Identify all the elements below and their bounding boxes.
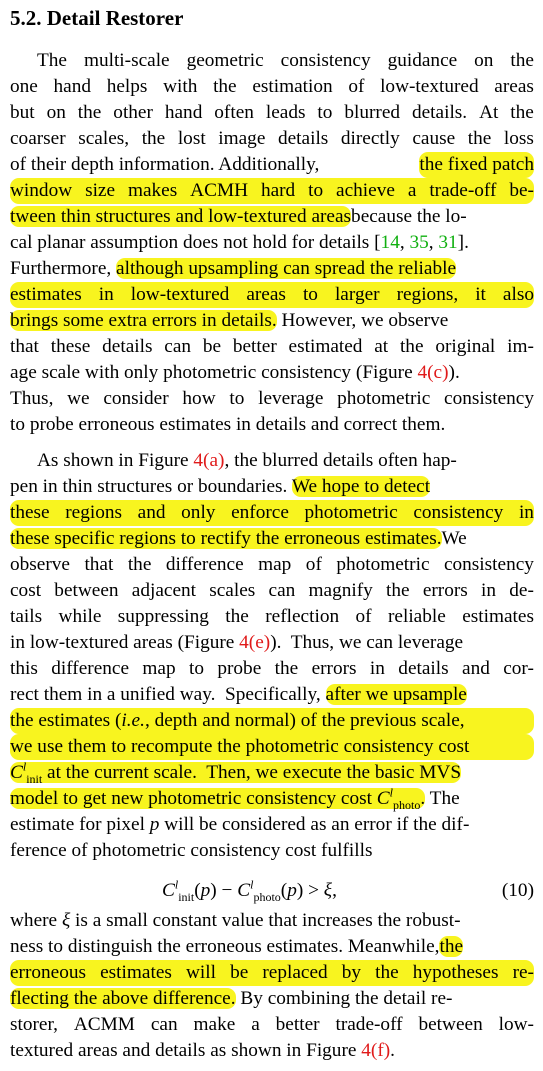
text-segment: ). Thus, we can leverage — [270, 632, 464, 653]
word: we — [67, 388, 90, 409]
word: im- — [507, 336, 534, 357]
word: can — [150, 1014, 178, 1035]
word: details — [277, 128, 329, 149]
word: hard — [260, 180, 296, 201]
word: reliable — [387, 606, 446, 627]
math-subscript: init — [26, 771, 43, 786]
word: will — [185, 962, 216, 983]
text-segment: pen in thin structures or boundaries. — [10, 476, 288, 497]
word: directly — [340, 128, 400, 149]
word: the — [510, 50, 534, 71]
math-symbol: ξ — [323, 880, 333, 901]
word: make — [193, 1014, 236, 1035]
text-segment: ]. — [457, 232, 469, 253]
word: to — [229, 388, 245, 409]
word: in — [518, 502, 534, 523]
word: of — [355, 606, 372, 627]
word: on — [474, 50, 494, 71]
text-line — [10, 308, 534, 334]
highlight: tween thin structures and low-textured areas — [10, 206, 352, 227]
word: hand — [53, 76, 92, 97]
math-symbol: ξ — [61, 910, 71, 931]
word: re- — [512, 962, 534, 983]
word: image — [218, 128, 266, 149]
word: how — [182, 388, 216, 409]
math-ie: i.e. — [121, 710, 145, 731]
word: the — [213, 76, 237, 97]
math-superscript: l — [250, 877, 254, 892]
text-line: model to get new photometric consistency cost $C^l_{photo}$. The — [10, 785, 460, 812]
word: between — [54, 580, 119, 601]
word: difference — [51, 658, 130, 679]
word: better — [275, 1014, 320, 1035]
word: other — [113, 102, 153, 123]
word: and — [137, 502, 166, 523]
word: trade-off — [335, 1014, 403, 1035]
word: the — [510, 102, 534, 123]
word: makes — [127, 180, 178, 201]
word: replaced — [262, 962, 328, 983]
word: guidance — [387, 50, 458, 71]
word: de- — [509, 580, 534, 601]
word: trade-off — [429, 180, 497, 201]
highlight: flecting the above difference. — [10, 988, 236, 1009]
math-subscript: init — [178, 889, 195, 904]
word: by — [341, 962, 362, 983]
highlight: the — [439, 936, 464, 957]
text-segment: , the blurred details often hap- — [224, 450, 457, 471]
word: can — [164, 336, 192, 357]
word: regions, — [396, 284, 459, 305]
text-segment: age scale with only photometric consistency (Figure — [10, 362, 418, 383]
text-line: ference of photometric consistency cost fulfills — [10, 840, 373, 861]
highlight-line — [10, 500, 534, 526]
text-line — [10, 256, 534, 282]
word: while — [58, 606, 102, 627]
text-segment: By combining the detail re- — [240, 988, 453, 1009]
word: these — [10, 502, 50, 523]
math-symbol: C — [162, 880, 175, 901]
word: cause — [412, 128, 456, 149]
word: the — [77, 102, 102, 123]
figure-link[interactable]: 4(f) — [361, 1040, 391, 1061]
text-line — [10, 126, 534, 152]
math-symbol: p — [200, 880, 211, 901]
text-segment: ness to distinguish the erroneous estimates. Meanwhile, — [10, 936, 440, 957]
text-line — [10, 474, 534, 500]
word: can — [268, 580, 296, 601]
word: The — [37, 50, 67, 71]
word: scales — [209, 580, 256, 601]
word: multi-scale — [83, 50, 170, 71]
word: at — [374, 336, 389, 357]
word: and — [462, 658, 490, 679]
text-line — [10, 100, 534, 126]
text-line — [10, 630, 534, 656]
word: errors — [422, 580, 468, 601]
word: original — [435, 336, 496, 357]
text-segment: We — [441, 528, 467, 549]
highlight-line — [10, 960, 534, 986]
word: of — [305, 554, 322, 575]
text-line — [10, 604, 534, 630]
text-segment: , — [428, 232, 439, 253]
figure-link[interactable]: 4(e) — [239, 632, 271, 653]
text-line — [10, 812, 534, 838]
highlight-line — [10, 282, 534, 308]
word: adjacent — [131, 580, 197, 601]
text-line — [10, 448, 534, 474]
word: map — [142, 658, 176, 679]
text-segment: the estimates ( — [10, 710, 122, 731]
word: estimates — [462, 606, 534, 627]
math-superscript: l — [174, 877, 179, 892]
section-title: Detail Restorer — [46, 6, 184, 30]
highlight: the fixed patch — [419, 152, 534, 178]
highlight: after we upsample — [325, 684, 467, 705]
word: low- — [498, 1014, 534, 1035]
word: it — [475, 284, 486, 305]
word: to — [308, 180, 324, 201]
word: cost — [10, 580, 42, 601]
text-line — [10, 1038, 534, 1064]
highlight-line — [10, 708, 534, 734]
text-line — [10, 360, 534, 386]
text-segment: The — [429, 788, 460, 809]
word: observe — [10, 554, 70, 575]
text-line — [10, 526, 534, 552]
highlight-line — [10, 178, 534, 204]
word: consistency — [444, 388, 534, 409]
word: map — [258, 554, 292, 575]
word: often — [214, 102, 254, 123]
word: low-textured — [380, 76, 479, 97]
word: the — [141, 128, 166, 149]
word: consider — [103, 388, 169, 409]
word: estimation — [252, 76, 333, 97]
word: reflection — [265, 606, 340, 627]
word: estimates — [10, 284, 82, 305]
text-segment: , depth and normal) of the previous scale, — [144, 710, 465, 731]
text-segment: of their depth information. Additionally, — [10, 154, 325, 175]
word: low-textured — [130, 284, 230, 305]
text-line — [10, 578, 534, 604]
word: regions — [65, 502, 123, 523]
highlight: these specific regions to rectify the erroneous estimates. — [10, 528, 442, 549]
word: areas — [494, 76, 534, 97]
word: also — [502, 284, 534, 305]
word: the — [375, 962, 399, 983]
word: on — [46, 102, 66, 123]
word: achieve — [336, 180, 395, 201]
word: photometric — [337, 388, 431, 409]
word: but — [10, 102, 35, 123]
word: magnify — [308, 580, 373, 601]
text-segment: estimate for pixel — [10, 814, 150, 835]
word: the — [399, 336, 424, 357]
section-heading — [10, 4, 183, 32]
word: consistency — [443, 554, 534, 575]
word: the — [274, 658, 299, 679]
word: to — [317, 102, 333, 123]
word: enforce — [231, 502, 289, 523]
word: tails — [10, 606, 43, 627]
math-symbol: p — [287, 880, 297, 901]
word: size — [85, 180, 116, 201]
math-symbol: C — [376, 788, 390, 809]
word: that — [10, 336, 39, 357]
text-line: to probe erroneous estimates in details and correct them. — [10, 414, 446, 435]
text-line — [10, 74, 534, 100]
word: consistency — [413, 502, 504, 523]
word: difference — [165, 554, 244, 575]
text-line — [10, 908, 534, 934]
equation-body: $C^l_{init}(p) - C^l_{photo}(p) > \xi$, — [162, 877, 337, 904]
word: Thus, — [10, 388, 54, 409]
word: details — [398, 658, 449, 679]
text-segment: in low-textured areas (Figure — [10, 632, 240, 653]
word: hand — [164, 102, 203, 123]
text-segment: cal planar assumption does not hold for details [ — [10, 232, 381, 253]
section-number: 5.2. — [10, 6, 42, 30]
word: storer, — [10, 1014, 58, 1035]
text-line — [10, 334, 534, 360]
text-line — [10, 682, 534, 708]
word: hypotheses — [412, 962, 499, 983]
text-segment: textured areas and details as shown in Figure — [10, 1040, 362, 1061]
text-segment: at the current scale. Then, we execute the basic MVS — [42, 762, 462, 783]
word: leads — [265, 102, 306, 123]
text-segment: where — [10, 910, 62, 931]
text-line — [10, 934, 534, 960]
word: in — [98, 284, 114, 305]
math-symbol: C — [10, 762, 23, 783]
word: consistency — [280, 50, 371, 71]
text-segment: model to get new photometric consistency cost — [10, 788, 377, 809]
word: this — [10, 658, 38, 679]
word: be- — [509, 180, 534, 201]
word: the — [225, 606, 249, 627]
math-subscript: photo — [253, 889, 281, 904]
word: erroneous — [10, 962, 87, 983]
text-segment: rect them in a unified way. Specifically, — [10, 684, 321, 705]
text-line — [10, 656, 534, 682]
word: to — [188, 658, 204, 679]
word: At — [479, 102, 499, 123]
text-segment: As shown in Figure — [37, 450, 194, 471]
text-line — [10, 552, 534, 578]
highlight: We hope to detect — [291, 476, 431, 497]
word: a — [251, 1014, 260, 1035]
text-segment: , — [399, 232, 410, 253]
word: between — [418, 1014, 483, 1035]
figure-link[interactable]: 4(c) — [417, 362, 449, 383]
text-segment: will be considered as an error if the dif- — [159, 814, 470, 835]
word: probe — [217, 658, 262, 679]
word: of — [348, 76, 365, 97]
word: photometric — [336, 554, 430, 575]
word: details — [102, 336, 153, 357]
word: one — [10, 76, 38, 97]
text-segment: is a small constant value that increases the robust- — [70, 910, 461, 931]
word: better — [232, 336, 277, 357]
word: lost — [177, 128, 206, 149]
word: the — [467, 128, 492, 149]
highlight: although upsampling can spread the reliable — [116, 258, 457, 279]
word: leverage — [258, 388, 324, 409]
word: in — [369, 658, 385, 679]
text-line — [10, 48, 534, 74]
word: that — [84, 554, 114, 575]
word: geometric — [186, 50, 264, 71]
text-line — [10, 1012, 534, 1038]
word: the — [386, 580, 410, 601]
text-line — [10, 230, 534, 256]
text-line — [10, 386, 534, 412]
word: estimated — [288, 336, 363, 357]
word: be — [202, 336, 222, 357]
highlight-line: we use them to recompute the photometric consistency cost — [10, 734, 534, 760]
word: ACMH — [190, 180, 249, 201]
word: larger — [334, 284, 380, 305]
text-segment: because the lo- — [351, 206, 467, 227]
word: errors — [311, 658, 357, 679]
text-segment: . — [390, 1040, 395, 1061]
text-line — [10, 986, 534, 1012]
text-segment: Furthermore, — [10, 258, 112, 279]
word: details. — [411, 102, 468, 123]
math-symbol: p — [149, 814, 160, 835]
word: with — [163, 76, 198, 97]
word: only — [181, 502, 216, 523]
word: window — [10, 180, 73, 201]
word: photometric — [304, 502, 398, 523]
word: cor- — [503, 658, 534, 679]
math-superscript: l — [22, 759, 27, 774]
word: ACMM — [73, 1014, 135, 1035]
word: these — [50, 336, 91, 357]
text-segment: However, we observe — [281, 310, 449, 331]
word: a — [407, 180, 417, 201]
word: to — [302, 284, 318, 305]
word: estimates — [100, 962, 172, 983]
word: blurred — [344, 102, 401, 123]
word: helps — [106, 76, 148, 97]
word: be — [230, 962, 249, 983]
math-symbol: C — [237, 880, 251, 901]
word: the — [127, 554, 152, 575]
word: in — [481, 580, 497, 601]
math-superscript: l — [389, 785, 394, 800]
citation-link[interactable]: 35 — [409, 232, 429, 253]
math-subscript: photo — [393, 797, 421, 812]
text-line — [10, 204, 534, 230]
figure-link[interactable]: 4(a) — [193, 450, 225, 471]
citation-link[interactable]: 14 — [380, 232, 400, 253]
word: scales, — [78, 128, 130, 149]
word: areas — [246, 284, 286, 305]
text-line — [10, 760, 534, 786]
text-segment: ). — [448, 362, 460, 383]
highlight: brings some extra errors in details. — [10, 310, 277, 331]
word: suppressing — [117, 606, 209, 627]
citation-link[interactable]: 31 — [438, 232, 458, 253]
word: coarser — [10, 128, 66, 149]
equation-number: (10) — [501, 880, 534, 901]
text-line — [10, 152, 534, 178]
word: loss — [503, 128, 534, 149]
equation-10 — [10, 876, 534, 906]
